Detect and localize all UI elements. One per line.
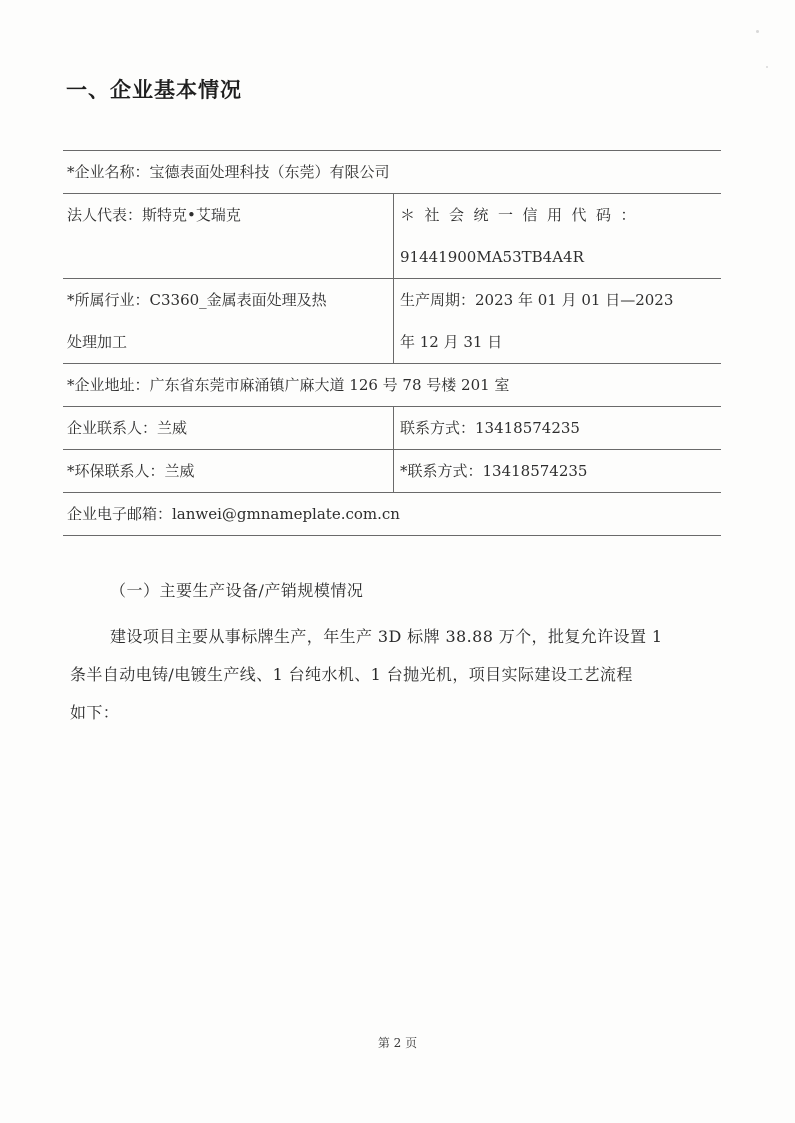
section-heading: 一、企业基本情况: [66, 78, 242, 102]
table-row: [63, 450, 721, 493]
table-row: [63, 407, 721, 450]
contact-phone-cell: 联系方式：13418574235: [394, 407, 722, 450]
address-cell: *企业地址：广东省东莞市麻涌镇广麻大道 126 号 78 号楼 201 室: [63, 364, 721, 407]
table-row: [63, 279, 721, 364]
body-paragraph: [70, 618, 720, 732]
table-row: [63, 151, 721, 194]
industry-line-1: *所属行业：C3360_金属表面处理及热: [67, 291, 327, 309]
industry-cell: [63, 279, 394, 364]
paragraph-line-1: 建设项目主要从事标牌生产，年生产 3D 标牌 38.88 万个，批复允许设置 1: [110, 627, 663, 646]
company-info-table: [63, 150, 721, 536]
scan-speck: [756, 30, 759, 33]
period-line-1: 生产周期：2023 年 01 月 01 日—2023: [400, 291, 674, 309]
env-contact-phone-cell: *联系方式：13418574235: [394, 450, 722, 493]
table-row: [63, 364, 721, 407]
company-name-cell: *企业名称：宝德表面处理科技（东莞）有限公司: [63, 151, 721, 194]
table-row: [63, 493, 721, 536]
credit-code-label: ＊社会统一信用代码：: [400, 206, 646, 224]
table-row: [63, 194, 721, 279]
subsection-heading: （一）主要生产设备/产销规模情况: [110, 581, 364, 600]
credit-code-cell: [394, 194, 722, 279]
paragraph-line-3: 如下：: [70, 703, 120, 722]
industry-line-2: 处理加工: [67, 333, 128, 351]
period-line-2: 年 12 月 31 日: [400, 333, 503, 351]
page-number: 第 2 页: [377, 1036, 418, 1050]
production-period-cell: [394, 279, 722, 364]
scan-speck: [766, 66, 768, 68]
legal-rep-text: 法人代表：斯特克•艾瑞克: [67, 206, 241, 224]
email-cell: 企业电子邮箱：lanwei@gmnameplate.com.cn: [63, 493, 721, 536]
contact-person-cell: 企业联系人：兰威: [63, 407, 394, 450]
paragraph-line-2: 条半自动电铸/电镀生产线、1 台纯水机、1 台抛光机，项目实际建设工艺流程: [70, 665, 633, 684]
legal-rep-cell: [63, 194, 394, 279]
credit-code-value: 91441900MA53TB4A4R: [400, 248, 584, 266]
env-contact-person-cell: *环保联系人：兰威: [63, 450, 394, 493]
